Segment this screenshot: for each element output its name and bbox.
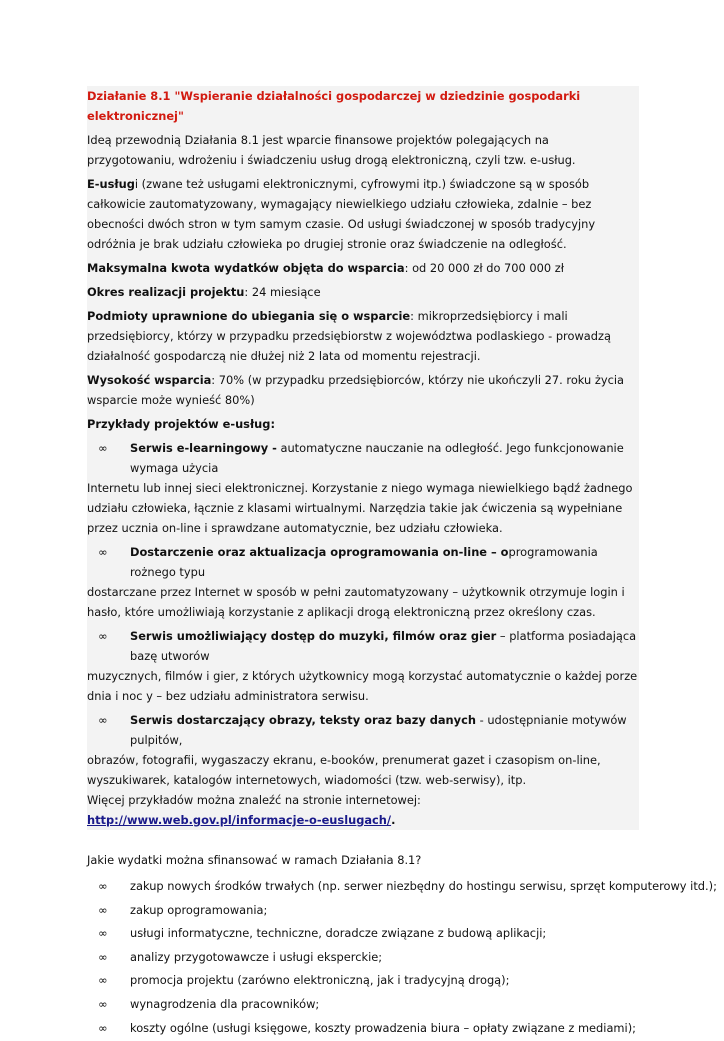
- infinity-bullet-icon: ∞: [98, 441, 108, 455]
- example-item: ∞ Serwis umożliwiający dostęp do muzyki, filmów oraz gier – platforma posiadająca bazę utworów muzycznych, filmów i gier, z których użytkownicy mogą korzystać automatycznie o każdej porze dnia i noc y – bez udziału administratora serwisu.: [87, 626, 639, 706]
- max-amount-line: [87, 258, 639, 278]
- eligible-value: : mikroprzedsiębiorcy i mali przedsiębiorcy, którzy w przypadku przedsiębiorstw z województwa podlaskiego - prowadzą działalność gospodarczą nie dłużej niż 2 lata od momentu rejestracji.: [87, 309, 611, 363]
- example-description: Internetu lub innej sieci elektronicznej. Korzystanie z niego wymaga niewielkiego bądź żadnego udziału człowieka, łącznie z klasami wirtualnymi. Narzędzia takie jak ćwiczenia są wypełniane przez ucznia on-line i sprawdzane automatycznie, bez udziału człowieka.: [87, 481, 633, 535]
- infinity-bullet-icon: ∞: [98, 713, 108, 727]
- list-item: ∞ zakup nowych środków trwałych (np. serwer niezbędny do hostingu serwisu, sprzęt komputerowy itd.);: [87, 876, 639, 896]
- example-title: Serwis e-learningowy -: [130, 441, 277, 455]
- example-title: Dostarczenie oraz aktualizacja oprogramowania on-line – o: [130, 545, 509, 559]
- infinity-bullet-icon: ∞: [98, 949, 108, 964]
- examples-heading: Przykłady projektów e-usług:: [87, 417, 276, 431]
- period-value: : 24 miesiące: [244, 285, 321, 299]
- example-description: obrazów, fotografii, wygaszaczy ekranu, e-booków, prenumerat gazet i czasopism on-line, wyszukiwarek, katalogów internetowych, wiadomości (tzw. web-serwisy), itp.: [87, 753, 601, 787]
- infinity-bullet-icon: ∞: [98, 879, 108, 893]
- intro-paragraph: Ideą przewodnią Działania 8.1 jest wparcie finansowe projektów polegających na przygotowaniu, wdrożeniu i świadczeniu usług drogą elektroniczną, czyli tzw. e-usług.: [87, 133, 576, 167]
- period-label: Okres realizacji projektu: [87, 285, 245, 299]
- infinity-bullet-icon: ∞: [98, 996, 108, 1011]
- example-item: ∞ Dostarczenie oraz aktualizacja oprogramowania on-line – oprogramowania rożnego typu dostarczane przez Internet w sposób w pełni zautomatyzowany – użytkownik otrzymuje login i hasło, które umożliwiają korzystanie z aplikacji drogą elektroniczną przez określony czas.: [87, 542, 639, 622]
- section-title: Działanie 8.1 "Wspieranie działalności gospodarczej w dziedzinie gospodarki elektronicznej": [87, 89, 581, 123]
- example-title: Serwis umożliwiający dostęp do muzyki, filmów oraz gier: [130, 629, 497, 643]
- list-item: ∞ koszty ogólne (usługi księgowe, koszty prowadzenia biura – opłaty związane z mediami);: [87, 1018, 639, 1038]
- max-amount-label: Maksymalna kwota wydatków objęta do wsparcia: [87, 261, 405, 275]
- document-page: [87, 86, 717, 1041]
- example-item: ∞ Serwis e-learningowy - automatyczne nauczanie na odległość. Jego funkcjonowanie wymaga użycia Internetu lub innej sieci elektronicznej. Korzystanie z niego wymaga niewielkiego bądź żadnego udziału człowieka, łącznie z klasami wirtualnymi. Narzędzia takie jak ćwiczenia są wypełniane przez ucznia on-line i sprawdzane automatycznie, bez udziału człowieka.: [87, 438, 639, 538]
- expenses-question: Jakie wydatki można sfinansować w ramach Działania 8.1?: [87, 853, 422, 867]
- example-description: dostarczane przez Internet w sposób w pełni zautomatyzowany – użytkownik otrzymuje login i hasło, które umożliwiają korzystanie z aplikacji drogą elektroniczną przez określony czas.: [87, 585, 625, 619]
- example-description: muzycznych, filmów i gier, z których użytkownicy mogą korzystać automatycznie o każdej porze dnia i noc y – bez udziału administratora serwisu.: [87, 669, 638, 703]
- eservices-text: i (zwane też usługami elektronicznymi, cyfrowymi itp.) świadczone są w sposób całkowicie zautomatyzowany, wymagający niewielkiego udziału człowieka, zdalnie – bez obecności dwóch stron w tym samym czasie. Od usługi świadczonej w sposób tradycyjny odróżnia je brak udziału człowieka po drugiej stronie oraz świadczenie na odległość.: [87, 177, 596, 251]
- support-value: : 70% (w przypadku przedsiębiorców, którzy nie ukończyli 27. roku życia wsparcie może wynieść 80%): [87, 373, 625, 407]
- eligible-paragraph: [87, 306, 639, 366]
- list-item: ∞ usługi informatyczne, techniczne, doradcze związane z budową aplikacji;: [87, 923, 639, 943]
- period-line: [87, 282, 639, 302]
- example-title: Serwis dostarczający obrazy, teksty oraz bazy danych: [130, 713, 476, 727]
- eligible-label: Podmioty uprawnione do ubiegania się o wsparcie: [87, 309, 411, 323]
- support-label: Wysokość wsparcia: [87, 373, 212, 387]
- support-paragraph: [87, 370, 639, 410]
- eservices-link[interactable]: http://www.web.gov.pl/informacje-o-euslugach/: [87, 813, 392, 827]
- eservices-term: E-usług: [87, 177, 135, 191]
- list-item: ∞ zakup oprogramowania;: [87, 900, 639, 920]
- infinity-bullet-icon: ∞: [98, 629, 108, 643]
- more-examples-line: Więcej przykładów można znaleźć na stronie internetowej: http://www.web.gov.pl/informacje-o-euslugach/.: [87, 793, 421, 827]
- eservices-paragraph: [87, 174, 639, 254]
- infinity-bullet-icon: ∞: [98, 973, 108, 988]
- max-amount-value: : od 20 000 zł do 700 000 zł: [404, 261, 564, 275]
- infinity-bullet-icon: ∞: [98, 1020, 108, 1035]
- content-block: [87, 86, 639, 830]
- infinity-bullet-icon: ∞: [98, 902, 108, 917]
- infinity-bullet-icon: ∞: [98, 545, 108, 559]
- expenses-list: [87, 876, 717, 1038]
- infinity-bullet-icon: ∞: [98, 926, 108, 941]
- list-item: ∞ promocja projektu (zarówno elektroniczną, jak i tradycyjną drogą);: [87, 970, 639, 990]
- example-item: ∞ Serwis dostarczający obrazy, teksty oraz bazy danych - udostępnianie motywów pulpitów, obrazów, fotografii, wygaszaczy ekranu, e-booków, prenumerat gazet i czasopism on-line, wyszukiwarek, katalogów internetowych, wiadomości (tzw. web-serwisy), itp.: [87, 710, 639, 790]
- list-item: ∞ analizy przygotowawcze i usługi eksperckie;: [87, 947, 639, 967]
- list-item: ∞ wynagrodzenia dla pracowników;: [87, 994, 639, 1014]
